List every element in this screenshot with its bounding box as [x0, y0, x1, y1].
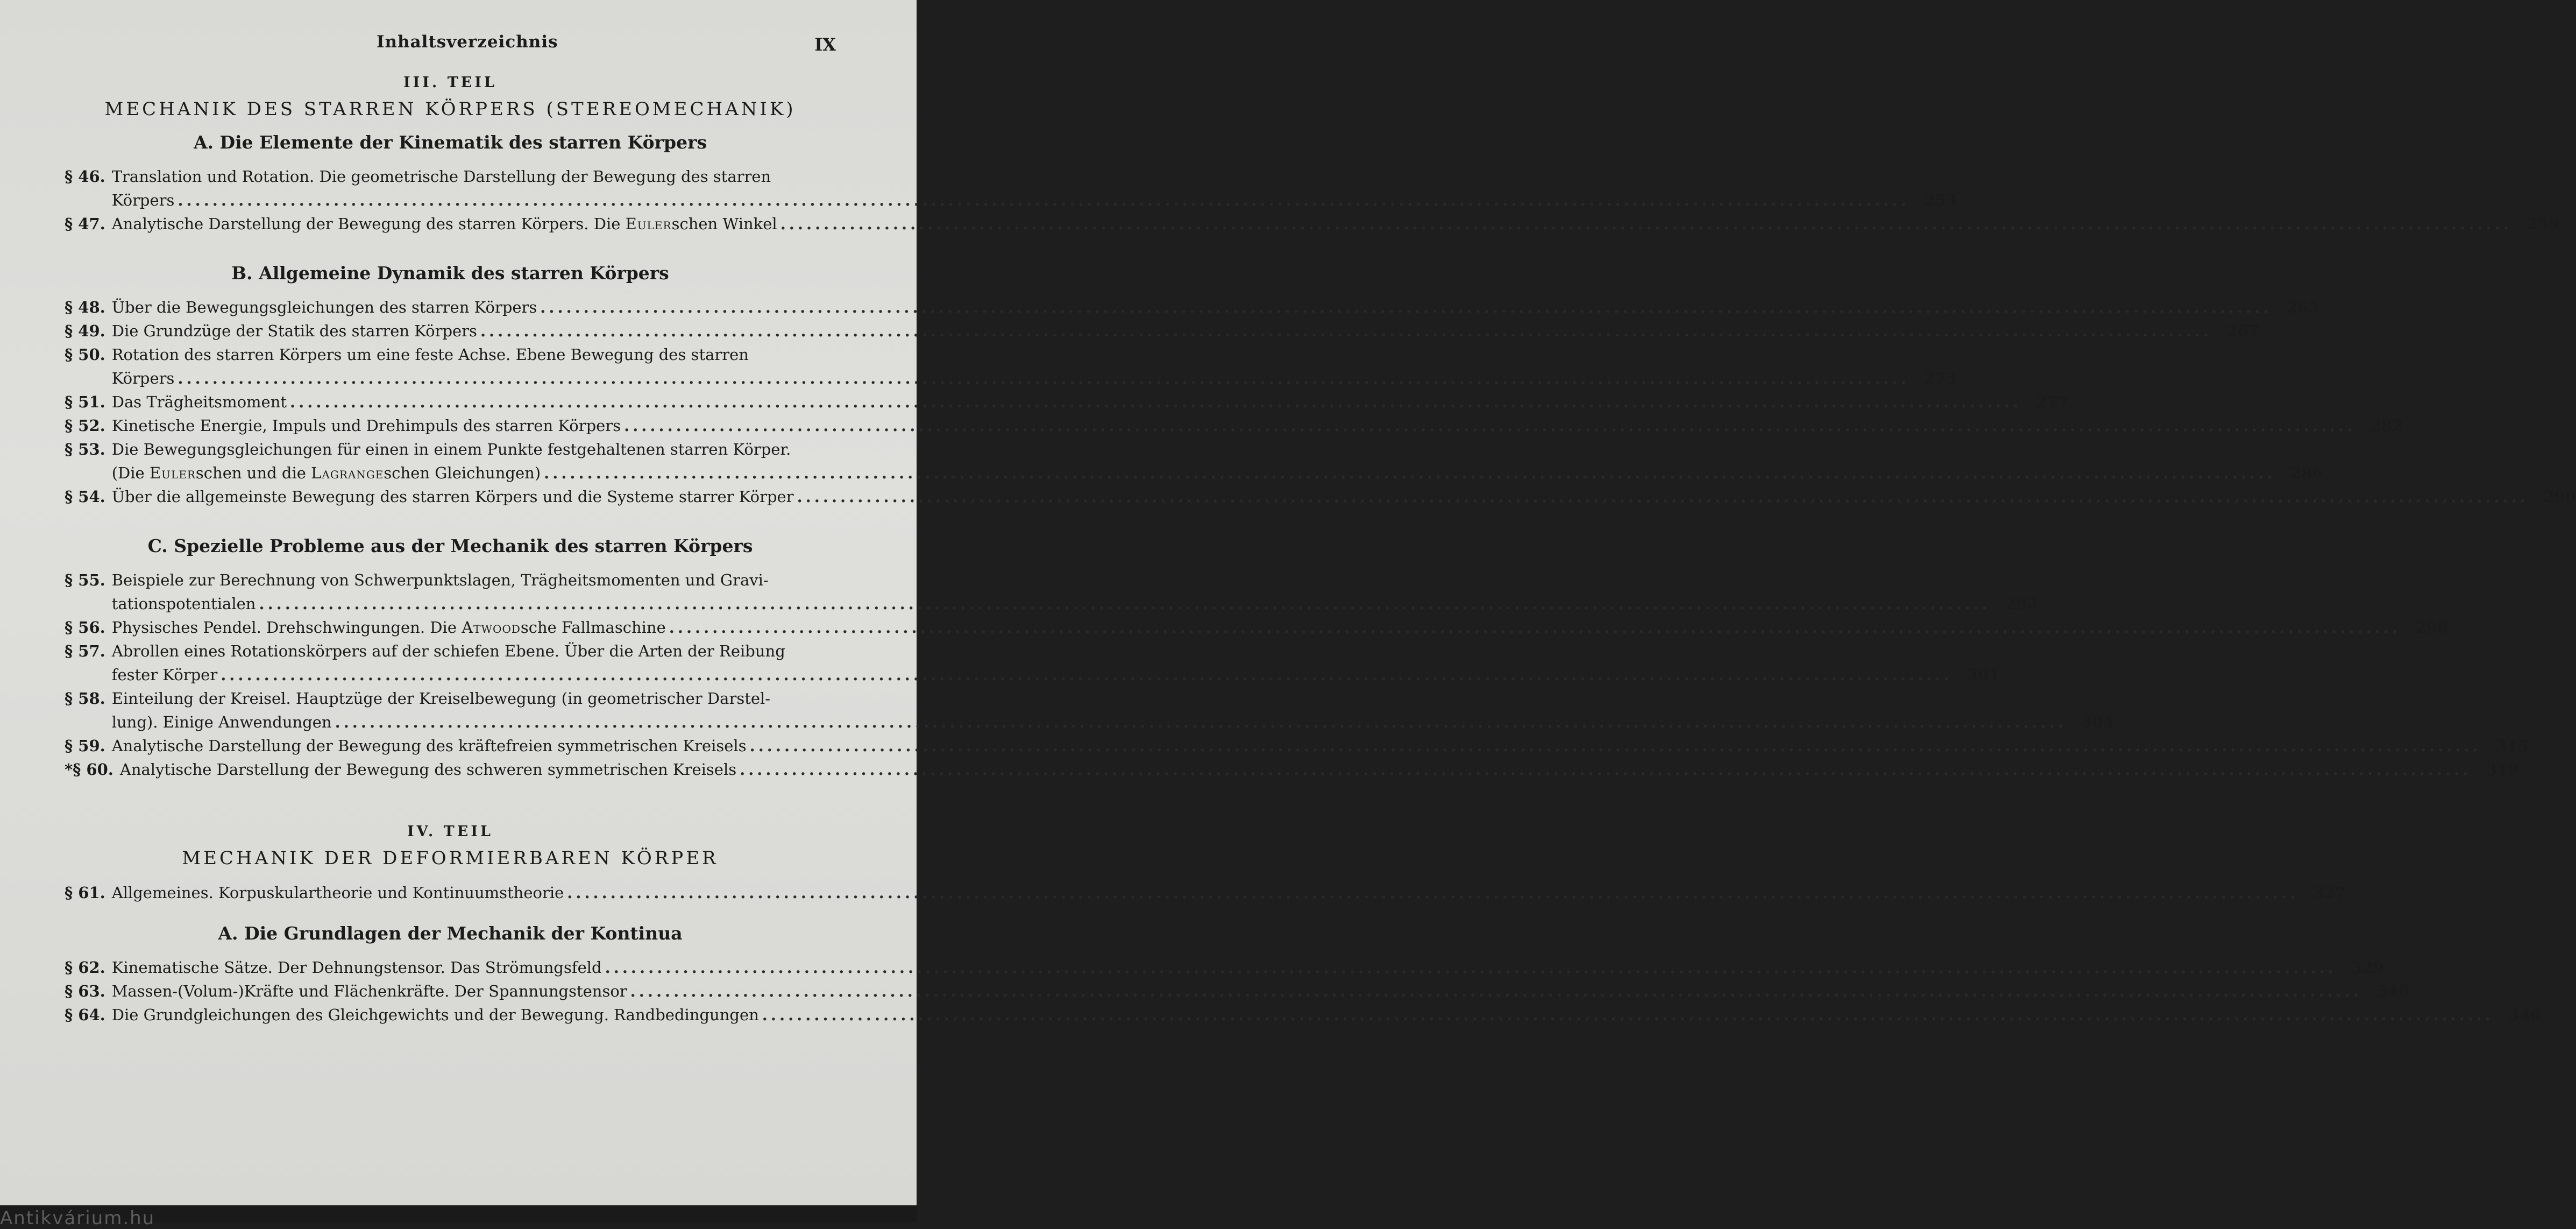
dot-leader: ........................................................................................................................................................................................................ — [290, 393, 2022, 411]
page-reference: 259 — [2527, 215, 2559, 233]
toc-list — [65, 165, 2559, 236]
dot-leader: ........................................................................................................................................................................................................ — [540, 298, 2272, 316]
toc-entry — [65, 687, 2114, 734]
page-reference: 315 — [2496, 737, 2529, 755]
dot-leader: ........................................................................................................................................................................................................ — [335, 713, 2067, 731]
toc-entry — [65, 758, 2519, 781]
dot-leader: ........................................................................................................................................................................................................ — [480, 322, 2212, 340]
section-number: § 58. — [65, 689, 105, 708]
section-number: § 47. — [65, 215, 105, 233]
toc-list — [65, 881, 2346, 905]
section-number: § 63. — [65, 982, 105, 1000]
toc-entry — [65, 319, 2260, 343]
dot-leader: ........................................................................................................................................................................................................ — [178, 191, 1910, 209]
entry-title: Allgemeines. Korpuskulartheorie und Kontinuumstheorie ........................................................................................................................................................................................................ 327 — [112, 881, 2346, 905]
page-reference: 346 — [2508, 1006, 2542, 1024]
section-heading: B. Allgemeine Dynamik des starren Körpers — [231, 263, 669, 284]
dot-leader: ........................................................................................................................................................................................................ — [740, 760, 2472, 779]
page-reference: 329 — [2351, 958, 2384, 977]
toc-list — [65, 568, 2529, 781]
watermark: Antikvárium.hu — [0, 1207, 155, 1229]
toc-entry — [65, 881, 2346, 905]
entry-title: Die Grundzüge der Statik des starren Körpers ........................................................................................................................................................................................................ 267 — [112, 319, 2259, 343]
section-heading: A. Die Grundlagen der Mechanik der Kontinua — [218, 923, 683, 944]
toc-entry — [65, 979, 2409, 1003]
toc-entry — [65, 212, 2559, 236]
page-reference: 304 — [2081, 713, 2114, 731]
section-number: § 50. — [65, 345, 105, 364]
dot-leader: ........................................................................................................................................................................................................ — [669, 618, 2401, 637]
section-number: § 61. — [65, 884, 105, 902]
entry-title: Kinematische Sätze. Der Dehnungstensor. Das Strömungsfeld ........................................................................................................................................................................................................ 329 — [112, 956, 2384, 979]
running-title: Inhaltsverzeichnis — [377, 32, 558, 52]
section-number: § 56. — [65, 618, 105, 637]
section-heading: C. Spezielle Probleme aus der Mechanik des starren Körpers — [147, 535, 753, 556]
toc-entry — [65, 295, 2319, 319]
entry-title: Analytische Darstellung der Bewegung des kräftefreien symmetrischen Kreisels ........................................................................................................................................................................................................ 315 — [112, 734, 2529, 758]
section-number: § 52. — [65, 416, 105, 435]
entry-title: Translation und Rotation. Die geometrische Darstellung der Bewegung des starren Körpers ........................................................................................................................................................................................................ 253 — [112, 165, 1957, 212]
page-reference: 273 — [1924, 369, 1957, 387]
toc-entry — [65, 485, 2576, 508]
dot-leader: ........................................................................................................................................................................................................ — [221, 666, 1953, 684]
toc-entry — [65, 568, 2038, 616]
toc-entry — [65, 1003, 2542, 1027]
part-3-title: MECHANIK DES STARREN KÖRPERS (STEREOMECHANIK) — [104, 98, 796, 120]
section-number: § 46. — [65, 167, 105, 186]
toc-list — [65, 956, 2542, 1027]
section-number: § 49. — [65, 322, 105, 340]
entry-title: Kinetische Energie, Impuls und Drehimpuls des starren Körpers ........................................................................................................................................................................................................ 282 — [112, 414, 2403, 437]
section-number: *§ 60. — [65, 760, 113, 779]
part-4-label: IV. TEIL — [407, 823, 493, 840]
section-number: § 55. — [65, 571, 105, 589]
toc-entry — [65, 390, 2069, 414]
entry-title: Analytische Darstellung der Bewegung des schweren symmetrischen Kreisels ........................................................................................................................................................................................................ 319 — [120, 758, 2518, 781]
toc-entry — [65, 165, 1957, 212]
toc-entry — [65, 734, 2529, 758]
page-reference: 290 — [2543, 488, 2576, 506]
entry-title: Abrollen eines Rotationskörpers auf der schiefen Ebene. Über die Arten der Reibung fester Körper ........................................................................................................................................................................................................ 301 — [112, 639, 2000, 687]
toc-entry — [65, 639, 2000, 687]
toc-entry — [65, 414, 2403, 437]
page-reference: 319 — [2486, 760, 2519, 779]
page-reference: 298 — [2415, 618, 2449, 637]
dot-leader: ........................................................................................................................................................................................................ — [605, 958, 2337, 977]
entry-title: Einteilung der Kreisel. Hauptzüge der Kreiselbewegung (in geometrischer Darstel- lung). Einige Anwendungen ........................................................................................................................................................................................................ 304 — [112, 687, 2114, 734]
dot-leader: ........................................................................................................................................................................................................ — [178, 369, 1910, 387]
entry-title: Die Grundgleichungen des Gleichgewichts und der Bewegung. Randbedingungen ........................................................................................................................................................................................................ 346 — [112, 1003, 2541, 1027]
toc-list — [65, 295, 2576, 508]
dot-leader: ........................................................................................................................................................................................................ — [544, 464, 2276, 482]
page-reference: 327 — [2313, 884, 2346, 902]
entry-title: Das Trägheitsmoment ........................................................................................................................................................................................................ 277 — [112, 390, 2069, 414]
page-reference: 301 — [1967, 666, 2000, 684]
page-reference: 286 — [2290, 464, 2323, 482]
section-number: § 62. — [65, 958, 105, 977]
section-number: § 54. — [65, 488, 105, 506]
dot-leader: ........................................................................................................................................................................................................ — [749, 737, 2481, 755]
dot-leader: ........................................................................................................................................................................................................ — [567, 884, 2299, 902]
section-number: § 48. — [65, 298, 105, 316]
page-reference: 253 — [1924, 191, 1957, 209]
toc-entry — [65, 437, 2323, 485]
dot-leader: ........................................................................................................................................................................................................ — [762, 1006, 2494, 1024]
toc-entry — [65, 616, 2449, 639]
section-number: § 64. — [65, 1006, 105, 1024]
section-heading: A. Die Elemente der Kinematik des starren Körpers — [193, 132, 707, 153]
page-number: IX — [814, 34, 836, 55]
entry-title: Über die allgemeinste Bewegung des starren Körpers und die Systeme starrer Körper ........................................................................................................................................................................................................ 290 — [112, 485, 2576, 508]
entry-title: Massen-(Volum-)Kräfte und Flächenkräfte. Der Spannungstensor ........................................................................................................................................................................................................ 340 — [112, 979, 2409, 1003]
section-number: § 57. — [65, 642, 105, 660]
entry-title: Beispiele zur Berechnung von Schwerpunktslagen, Trägheitsmomenten und Gravi- tationspotentialen ........................................................................................................................................................................................................ 292 — [112, 568, 2038, 616]
part-3-label: III. TEIL — [403, 74, 497, 91]
section-number: § 51. — [65, 393, 105, 411]
entry-title: Über die Bewegungsgleichungen des starren Körpers ........................................................................................................................................................................................................ 265 — [112, 295, 2319, 319]
section-number: § 53. — [65, 440, 105, 458]
page-reference: 292 — [2005, 595, 2038, 613]
toc-entry — [65, 343, 1957, 390]
dot-leader: ........................................................................................................................................................................................................ — [630, 982, 2362, 1000]
part-4-title: MECHANIK DER DEFORMIERBAREN KÖRPER — [182, 847, 719, 869]
page-header — [65, 32, 836, 70]
page-reference: 267 — [2226, 322, 2260, 340]
entry-title: Analytische Darstellung der Bewegung des starren Körpers. Die Eulerschen Winkel ........................................................................................................................................................................................................ 259 — [112, 212, 2559, 236]
section-number: § 59. — [65, 737, 105, 755]
page-reference: 340 — [2376, 982, 2409, 1000]
entry-title: Rotation des starren Körpers um eine feste Achse. Ebene Bewegung des starren Körpers ........................................................................................................................................................................................................ 273 — [112, 343, 1957, 390]
dot-leader: ........................................................................................................................................................................................................ — [797, 488, 2529, 506]
toc-entry — [65, 956, 2384, 979]
page-reference: 277 — [2036, 393, 2069, 411]
dot-leader: ........................................................................................................................................................................................................ — [780, 215, 2512, 233]
dot-leader: ........................................................................................................................................................................................................ — [259, 595, 1991, 613]
page-reference: 282 — [2370, 416, 2403, 435]
page-reference: 265 — [2287, 298, 2319, 316]
entry-title: Physisches Pendel. Drehschwingungen. Die Atwoodsche Fallmaschine ........................................................................................................................................................................................................ 298 — [112, 616, 2448, 639]
dot-leader: ........................................................................................................................................................................................................ — [624, 416, 2356, 435]
entry-title: Die Bewegungsgleichungen für einen in einem Punkte festgehaltenen starren Körper. (Die Eulerschen und die Lagrangeschen Gleichungen) ........................................................................................................................................................................................................ 286 — [112, 437, 2323, 485]
